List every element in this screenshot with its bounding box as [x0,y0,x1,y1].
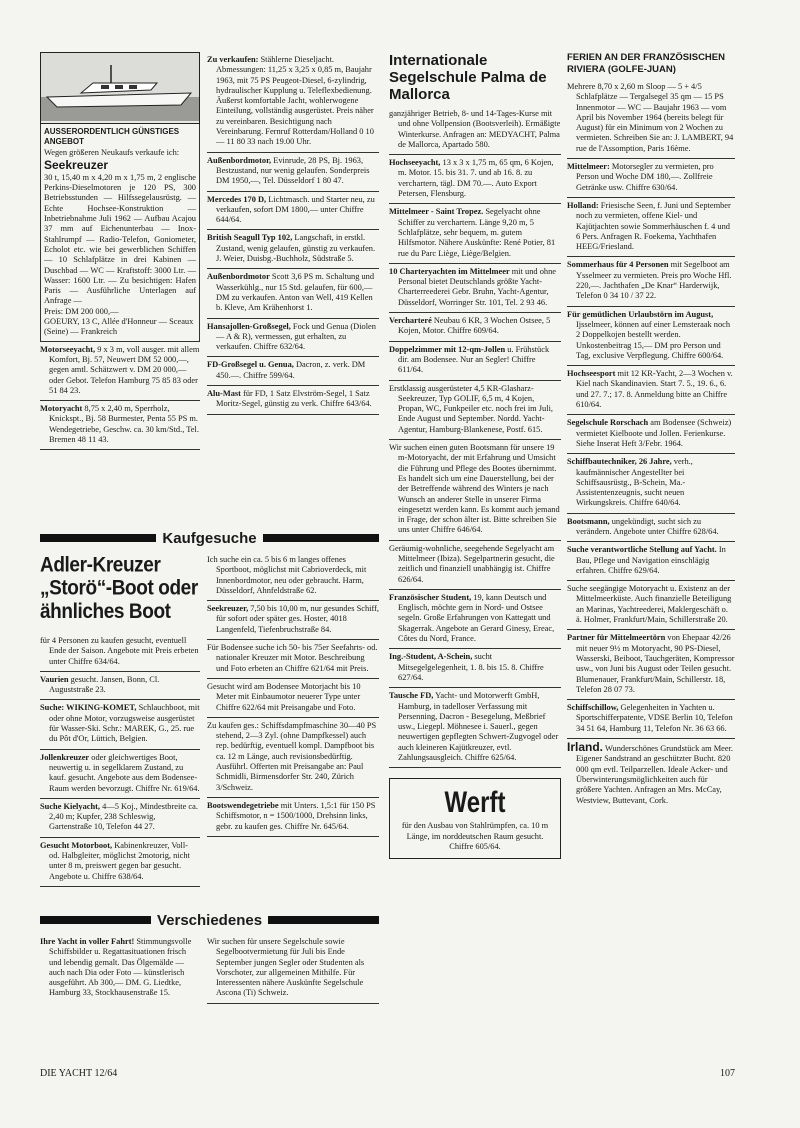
classified-ad [207,679,379,718]
ad-text: oder gleichwertiges Boot, neuwertig u. in segelklarem Zustand, zu kauf. gesucht. Angebote aus dem Bodensee-Raum werden bevorzugt. Chiffre Nr. 619/64. [49,752,200,793]
column-1 [40,52,200,450]
ad-lead: Suche Kielyacht, [40,801,101,811]
ad-lead: 10 Charteryachten im Mittelmeer [389,266,510,276]
werft-body: für den Ausbau von Stahlrümpfen, ca. 10 m Länge, im norddeutschen Raum gesucht. Chiffre 605/64. [401,821,549,851]
ad-lead: Mittelmeer: [567,162,610,172]
ad-text: mit und ohne Personal bietet Deutschlands größte Yacht-Charterreederei Gebr. Bruhn, Yacht-Agentur, Düsseldorf, Worringer Str. 101, Tel. 2 93 46. [398,266,556,307]
ad-lead: Vercharteré [389,316,432,326]
classified-ad [389,313,561,342]
classified-ad [207,192,379,231]
classified-ad [40,838,200,887]
classified-ad [207,230,379,269]
ad-lead: Jollenkreuzer [40,752,90,762]
segelschule-headline: Internationale Segelschule Palma de Mallorca [389,52,547,103]
kaufgesuche-ad-list [40,672,200,887]
ad-lead: Mercedes 170 D, [207,194,267,204]
irland-title: Irland. [567,740,604,755]
ad-text: In Bau, Pflege und Navigation einschlägig erfahren. Chiffre 629/64. [576,545,726,575]
classified-ad [567,257,735,306]
classified-ad [567,366,735,415]
col2b-ad-list [207,552,379,837]
ad-text: Neubau 6 KR, 3 Wochen Ostsee, 5 Kojen, Motor. Chiffre 609/64. [398,316,551,336]
ad-text: Kabinenkreuzer, Voll- od. Halbgleiter, möglichst 2motorig, nicht unter 8 m, preiswert gegen bar gesucht. Angebote u. Chiffre 638/64. [49,840,190,881]
ad-text: u. Frühstück dir. am Bodensee. Nur an Segler! Chiffre 611/64. [398,344,550,375]
ad-lead: Hochseesport [567,369,616,379]
ad-price: Preis: DM 200 000,— [44,306,119,316]
ad-text: mit 12 KR-Yacht, 2—3 Wochen v. Kiel nach Skandinavien. Start 7. 5., 19. 6., 6. und 27. 7.; 17. 8. Anmeldung bitte an Chiffre 610/64. [576,369,733,410]
ad-text: Motorsegler zu vermieten, pro Person und Woche DM 180,—. Zollfreie Getränke usw. Chiffre 630/64. [576,162,714,192]
ad-lead: Hochseeyacht, [389,158,441,168]
ad-text: 4—5 Koj., Mindestbreite ca. 2,40 m; Kupfer, 238 Schleswig, Gartenstraße 10, Telefon 44 27. [49,801,198,832]
ad-lead: Bootsmann, [567,516,610,526]
yacht-photo [40,52,200,124]
classified-ad [40,799,200,838]
ad-lead: Segelschule Rorschach [567,418,649,428]
classified-ad [40,401,200,450]
ad-text: ungekündigt, sucht sich zu verändern. Angebote unter Chiffre 628/64. [576,516,719,536]
segelschule-ad [389,106,561,155]
ad-text: 9 x 3 m, voll ausger. mit allem Komfort, Bj. 57, Neuwert DM 52 000,—, gegen amtl. Schätzwert v. DM 20 000,— oder Gebot. Telefon Hamburg 75 85 83 oder 51 84 23. [49,344,200,395]
ad-text: Für Bodensee suche ich 50- bis 75er Seefahrts- od. nationaler Kreuzer mit Motor. Beschreibung und Foto erbeten an Chiffre 621/64 mit Preis. [207,643,378,673]
motor-yacht-image [41,53,199,121]
verschiedenes-right [207,934,379,1004]
classified-ad [207,153,379,192]
ad-text: Dacron, z. verk. DM 450.—. Chiffre 599/64. [216,360,366,380]
ad-text: Gesucht wird am Bodensee Motorjacht bis 10 Meter mit Einbaumotor neuerer Type unter Chiffre 622/64 mit Preisangabe und Foto. [207,681,361,712]
ad-heading: AUSSERORDENTLICH GÜNSTIGES ANGEBOT [44,127,180,147]
classified-ad [207,552,379,601]
ad-text: Zu kaufen ges.: Schiffsdampfmaschine 30—40 PS stehend, 2—3 Zyl. (ohne Dampfkessel) auch rep. bedürftig, eventuell kompl. Dampfboot bis ca. 12 m Länge, auch revisionsbedürftig. Ausführl. Offerten mit Preisangabe an: Paul Schmidli, Birmensdorfer Str. 240, Zürich 3/Schweiz. [207,720,377,792]
classified-ad [567,581,735,630]
ad-text: von Ehepaar 42/26 mit neuer 9½ m Motoryacht, 90 PS-Diesel, Wasserski, Beiboot, Tauchgeräten, Kompressor usw., von Juni bis August oder Teilen gesucht. Blumenauer, Frankfurt/Main, Schillerstr. 18, Telefon 28 07 73. [576,633,735,694]
ad-text: Wir suchen einen guten Bootsmann für unsere 19 m-Motoryacht, der mit Erfahrung und Umsicht die Führung und Pflege des Bootes übernimmt. Es handelt sich um eine Dauerstellung, bei der der Betreffende während des Winters je nach Wunsch an anderer Stelle in unserer Firma eingesetzt werden kann. Es kommt auch jemand in Frage, der schon älter ist. Bitte schreiben Sie uns unter Chiffre 646/64. [389,443,560,535]
ad-lead: Partner für Mittelmeertörn [567,633,666,643]
ad-text: verh., kaufmännischer Angestellter bei Schiffsausrüstg., B-Schein, Ma.-Assistentenzeugnis, sucht neuen Wirkungskreis. Chiffre 640/64. [576,457,693,508]
classified-ad [567,159,735,198]
classified-ad [389,204,561,263]
ad-text: Friesische Seen, f. Juni und September noch zu vermieten, offene Kiel- und Kajütjachten sowie Sommerhäuschen f. 4 und 6 Pers. Anfragen R. Foekema, Yachthafen HEEG/Friesland. [576,200,731,252]
classified-ad [567,630,735,700]
ad-text: Evinrude, 28 PS, Bj. 1963, Bestzustand, nur wenig gelaufen. Sonderpreis DM 1950,—, Tel. Düsseldorf 1 80 47. [216,155,370,186]
footer-page-number: 107 [720,1068,735,1079]
classified-ad [389,440,561,541]
ad-lead: Zu verkaufen: [207,55,259,64]
col4-ad-list [567,159,735,739]
werft-title: Werft [444,786,506,820]
classified-ad [389,541,561,590]
classified-ad [207,640,379,679]
column-4 [567,52,735,810]
col2c-ad-list [207,934,379,1004]
ad-text: Langschaft, in erstkl. Zustand, wenig gelaufen, günstig zu verkaufen. J. Weier, Duisbg.-Buchholz, Südstraße 5. [216,233,376,264]
adler-kreuzer-title: Adler-Kreuzer „Storö“-Boot oder ähnliches Boot [40,554,198,624]
ad-text: Ijsselmeer, können auf einer Lemsteraak noch 2 Doppelkojen bestellt werden. Unkostenbeitrag 15,— DM pro Person und Tag, exclusive Verpflegung. Chiffre 600/64. [576,319,731,360]
ad-text: Scott 3,6 PS m. Schaltung und Wasserkühlg., nur 15 Std. gelaufen, für 600,— DM zu verkaufen. Anton van Well, 419 Kellen b. Kleve, Am Krähenhorst 1. [216,272,375,313]
ad-text: Wir suchen für unsere Segelschule sowie Segelbootvermietung für Juli bis Ende September jungen Segler oder Studenten als Vorschoter, zur allgemeinen Mithilfe. Für Interessenten nähere Auskünfte Segelschule Ascona (Ti) Schweiz. [207,937,365,998]
ad-lead: Bootswendegetriebe [207,800,279,810]
classified-ad [207,319,379,358]
ad-lead: Mittelmeer - Saint Tropez. [389,207,484,217]
ad-lead: Motorseeyacht, [40,344,96,354]
ad-lead: Tausche FD, [389,691,434,701]
ad-lead: Schiffschillow, [567,703,619,713]
ad-lead: Außenbordmotor, [207,155,272,165]
classified-ad [389,688,561,768]
riviera-headline: FERIEN AN DER FRANZÖSISCHEN RIVIERA (GOLFE-JUAN) [567,52,725,75]
ad-text: Stimmungsvolle Schiffsbilder u. Regattasituationen frisch und lebendig gemalt. Das Ölgemälde — auch nach Dia oder Foto — künstlerisch ausgeführt. Ab 300,— DM. G. Liedtke, Hamburg 33, Stockhausenstraße 15. [49,937,192,998]
ad-lead: Seekreuzer, [207,604,249,614]
ad-text: Suche seegängige Motoryacht u. Existenz an der Mittelmeerküste. Auch finanzielle Beteiligung an Marinas, Yachtreederei, Maklergeschäft o. ä. Holmer, Frankfurt/Main, Schillerstraße 20. [567,584,732,625]
classified-ad [40,750,200,799]
ad-intro: Wegen größeren Neukaufs verkaufe ich: [44,147,180,157]
ad-text: am Bodensee (Schweiz) vermietet Kielboote und Jollen. Ferienkurse. Siehe Inserat Heft 3/Febr. 1964. [576,418,732,448]
column-2 [207,52,379,415]
ad-text: 13 x 3 x 1,75 m, 65 qm, 6 Kojen, m. Motor. 15. bis 31. 7. und ab 16. 8. zu verchartern, tägl. DM 70.—. Auto Export Petersen, Flensburg. [398,158,554,199]
ad-text: Yacht- und Motorwerft GmbH, Hamburg, in tadelloser Verfassung mit Persenning, Dacron - Besegelung, Meßbrief usw., Liegepl. Möhnesee i. Sauerl., gegen neuwertigen gepflegten Schwert-Zugvogel oder auch kleineren Kajütkreuzer, evtl. Zahlungsausgleich. Chiffre 625/64. [398,691,559,763]
section-rule-right [263,534,379,542]
ad-lead: Französischer Student, [389,592,472,602]
classified-ad [567,307,735,366]
ad-contact: GOEURY, 13 C, Allée d'Honneur — Sceaux (Seine) — Frankreich [44,317,194,337]
ad-text: Ich suche ein ca. 5 bis 6 m langes offenes Sportboot, möglichst mit Cabrioverdeck, mit Innenbordmotor, neu oder gebraucht. Harm, Düsseldorf, Ahnfeldstraße 62. [207,555,367,595]
ad-lead: Schiffbautechniker, 26 Jahre, [567,457,672,467]
ad-lead: Vaurien [40,674,69,684]
ad-lead: Suche: WIKING-KOMET, [40,703,137,713]
ad-text: 8,75 x 2,40 m, Sperrholz, Knickspt., Bj. 58 Burmester, Penta 55 PS m. Wendegetriebe, Geschw. ca. 30 km/Std., Tel. Bremen 48 11 43. [49,404,199,445]
classified-ad [207,357,379,386]
classified-ad [207,934,379,1004]
classified-ad [207,718,379,798]
ad-text: Geräumig-wohnliche, seegehende Segelyacht am Mittelmeer (Ibiza). Segelpartnerin gesucht, die zeitlich und finanziell unabhängig ist. Chiffre 626/64. [389,543,555,584]
ad-lead: Holland: [567,200,599,210]
footer-magazine: DIE YACHT 12/64 [40,1068,118,1079]
classified-ad [567,454,735,513]
classified-ad [389,649,561,688]
kaufgesuche-right [207,552,379,837]
classified-ad [389,155,561,204]
ad-lead: Für gemütlichen Urlaubstörn im August, [567,309,714,319]
adler-kreuzer-ad [40,633,200,672]
classified-ad [567,700,735,739]
section-label: Verschiedenes [156,911,263,929]
ad-text: mit Segelboot am Ysselmeer zu vermieten. Preis pro Woche Hfl. 220,—. Jachthafen „De Knar“ Harderwijk, Telefon 0 34 10 / 37 22. [576,260,732,301]
ad-lead: FD-Großsegel u. Genua, [207,360,294,370]
ad-body: Mehrere 8,70 x 2,60 m Sloop — 5 + 4/5 Schlafplätze — Tergalsegel 35 qm — 15 PS Innenmotor — WC — Baujahr 1963 — vom April bis November 1964 (bereits belegt für August) für ein Minimum von 2 Wochen zu vermieten. Schreiben Sie an: J. LAMBERT, 94 rue de l'Assomption, Paris 16ème. [567,82,734,153]
classified-ad [389,590,561,649]
classified-ad [567,415,735,454]
classified-ad [40,342,200,401]
section-rule-right [268,916,379,924]
classified-ad [207,601,379,640]
ad-body: für 4 Personen zu kaufen gesucht, eventuell Ende der Saison. Angebote mit Preis erbeten unter Chiffre 634/64. [40,636,199,666]
col1-ad-list [40,342,200,451]
ad-lead: Alu-Mast [207,389,241,399]
classified-ad [389,264,561,313]
ad-text: für FD, 1 Satz Elvström-Segel, 1 Satz Moritz-Segel, günstig zu verk. Chiffre 643/64. [216,389,372,409]
ad-text: Segelyacht ohne Schiffer zu verchartern. Länge 9,20 m, 5 Schlafplätze, sehr bequem, m. gutem Hilfsmotor. Nähere Auskünfte: René Potier, 81 rue du Parc Liège, Liège/Belgien. [398,207,556,258]
classified-ad [567,542,735,581]
ad-lead: Ihre Yacht in voller Fahrt! [40,937,135,946]
ad-lead: Hansajollen-Großsegel, [207,321,291,331]
ad-text: 19, kann Deutsch und Englisch, möchte gern in Nord- und Ostsee segeln. Große Erfahrungen von Kattegatt und Skagerrak. Angebote an Gerard Ginesy, Ereac, Côtes du Nord, France. [398,592,555,644]
classified-ad [207,386,379,415]
ad-text: Erstklassig ausgerüsteter 4,5 KR-Glasharz-Seekreuzer, Typ GOLIF, 6,5 m, 4 Kojen, Propan, WC, Funkpeiler etc. noch frei im Juli, Ende August und September. Nordd. Yacht-Agentur, Hamburg-Blankenese, Postf. 615. [389,383,553,434]
ad-lead: British Seagull Typ 102, [207,233,293,243]
section-rule-left [40,916,151,924]
ad-text: Schlauchboot, mit oder ohne Motor, vorzugsweise ausgerüstet für Wasser-Ski. Schr.: MAREK, G., 25. rue du Pôt d'Or, Lüttich, Belgien. [49,703,200,744]
verschiedenes-section-header [40,910,379,930]
verschiedenes-left [40,934,200,1003]
col2-ad-list [207,52,379,415]
ad-lead: Sommerhaus für 4 Personen [567,260,669,270]
ad-text: mit Unters. 1,5:1 für 150 PS Schiffsmotor, n = 1500/1000, Drehsinn links, gebr. zu kaufen ges. Chiffre Nr. 645/64. [216,800,376,831]
ad-text: Gelegenheiten in Yachten u. Sportschifferpatente, VDSE Berlin 10, Telefon 34 51 64, Hamburg 11, Telefon Nr. 36 63 66. [576,703,733,733]
ad-lead: Ing.-Student, A-Schein, [389,652,473,662]
ad-text: Lichtmasch. und Starter neu, zu verkaufen, sofort DM 1800,— unter Chiffre 644/64. [216,194,375,225]
column-3 [389,52,561,859]
ad-text: gesucht. Jansen, Bonn, Cl. Auguststraße 23. [49,674,160,695]
col3-ad-list [389,155,561,768]
riviera-ad [567,79,735,159]
ad-text: Stählerne Dieseljacht. Abmessungen: 11,25 x 3,25 x 0,85 m, Baujahr 1963, mit 75 PS Peugeot-Diesel, 6-zylindrig, hydraulischer Kupplung u. Teleflexbedienung. Äußerst komfortable Jacht, wohlerwogene Einteilung, vollständig ausgerüstet. Preis näher zu vereinbaren. Besichtigung nach Vereinbarung. Fernruf Rotterdam/Holland 0 10 — 11 80 33 nach 19.00 Uhr. [216,55,374,147]
ad-lead: Gesucht Motorboot, [40,840,113,850]
ad-text: Fock und Genua (Diolen — A & R), vermessen, gut erhalten, zu verkaufen. Chiffre 632/64. [216,321,376,352]
irland-body: Wunderschönes Grundstück am Meer. Eigener Sandstrand an geschützter Bucht. 820 000 qm evtl. Teilparzellen. Ideale Acker- und Überwinterungsmöglichkeiten auch für größere Yachten. Anfragen an Mrs. McCay, Westview, Buttevant, Cork. [576,744,734,805]
painting-ad [40,934,200,1003]
ad-text: sucht Mitsegelgelegenheit, 1. 8. bis 15. 8. Chiffre 627/64. [398,652,544,682]
ad-body: ganzjähriger Betrieb, 8- und 14-Tages-Kurse mit und ohne Vollpension (Bootsverleih). Ermäßigte Winterkurse. Anfragen an: MEDYACHT, Palma de Mallorca, Apartado 580. [389,109,561,149]
classified-ad [207,798,379,837]
classified-ad [40,700,200,749]
section-label: Kaufgesuche [162,529,257,547]
ad-lead: Motoryacht [40,404,83,414]
classified-ad [40,672,200,701]
ad-lead: Suche verantwortliche Stellung auf Yacht. [567,545,717,555]
irland-ad [567,739,735,810]
section-rule-left [40,534,156,542]
kaufgesuche-left [40,552,200,887]
ad-title: Seekreuzer [44,157,109,172]
ad-text: 7,50 bis 10,00 m, nur gesundes Schiff, für sofort oder später ges. Hoster, 4018 Langenfeld, Tiefenbruchstraße 84. [216,604,379,634]
classified-ad [389,342,561,381]
classified-ad [567,514,735,543]
classified-ad [567,198,735,257]
ad-lead: Doppelzimmer mit 12-qm-Jollen [389,344,506,354]
main-sale-ad [40,124,200,342]
werft-ad [389,778,561,859]
ad-lead: Außenbordmotor [207,272,270,282]
ad-body: 30 t, 15,40 m x 4,20 m x 1,75 m, 2 englische Perkins-Dieselmotoren je 120 PS, 300 Betriebsstunden — Hilfssegelausrüstg. — Echte Hochsee-Konstruktion — Inbetriebnahme Juli 1962 — Aufbau Acajou 37 mm auf Eichenunterbau — Inox-Stahlrumpf — Radio-Telefon, Goniometer, Echolot etc. wie bei gewerblichen Schiffen — 10 Schlafplätze in drei Kabinen — Duschbad — WC — Kraftstoff: 3000 Ltr. — Wasser: 1600 Ltr. — Zu besichtigen: Hafen Paris — Ausführliche Unterlagen auf Anfrage — [44,172,196,306]
classified-ad [207,52,379,153]
classified-ad [207,269,379,318]
kaufgesuche-section-header [40,528,379,548]
classified-ad [389,381,561,440]
